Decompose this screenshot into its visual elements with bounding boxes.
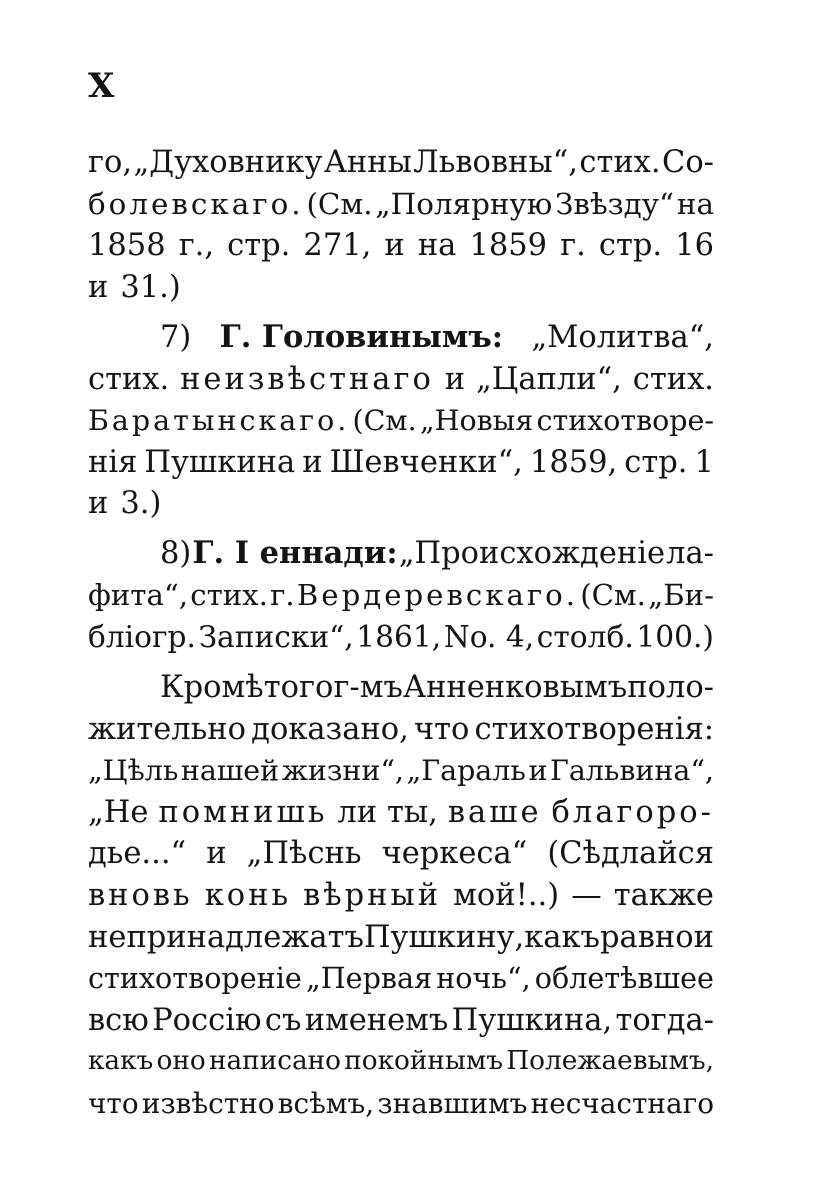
word: и (384, 228, 405, 264)
word: болевскаго. (88, 186, 304, 221)
text-line (88, 667, 714, 709)
word: Шевченки“, (329, 444, 523, 480)
word: написано (208, 1046, 341, 1077)
word: „Цѣль (88, 754, 179, 788)
word: фита“, (88, 577, 189, 612)
text-line (88, 875, 714, 917)
word: Со- (661, 145, 714, 180)
word: знавшимъ (377, 1086, 528, 1120)
text-line (88, 792, 714, 834)
word: стих. (88, 361, 170, 397)
word: дье...“ (88, 836, 187, 872)
word: всю (88, 1002, 149, 1038)
item-number: 8) (160, 536, 192, 571)
text-line (88, 750, 714, 792)
word: ночь“, (436, 961, 531, 996)
word: бліогр. (88, 619, 196, 655)
text-line (88, 1083, 714, 1125)
word: стихотворе- (536, 404, 714, 438)
text-line (88, 709, 714, 751)
word: г. (270, 577, 295, 612)
word: ты, (387, 794, 438, 830)
word: что (413, 711, 470, 747)
word: (См. (306, 186, 373, 221)
word: го, (88, 145, 133, 180)
word: покойнымъ (344, 1046, 504, 1077)
page-number: X (88, 66, 116, 106)
word: Львовны“, (413, 145, 578, 180)
word: „Духовнику (133, 145, 323, 180)
word: вѣрный (303, 877, 442, 913)
word: жительно (88, 711, 246, 747)
word: нашей (180, 754, 280, 788)
word: Пушкина (144, 444, 296, 480)
word: Кромѣ (160, 670, 264, 705)
word: Анненковымъ (402, 670, 628, 705)
word: стихотвореніе (88, 961, 302, 996)
word: „Новыя (419, 404, 534, 438)
word: Анны (323, 145, 412, 180)
word: какъ (524, 919, 600, 955)
word: 1861, (356, 619, 442, 655)
word: и (88, 486, 109, 522)
word: неизвѣстнаго (180, 361, 434, 397)
text-line (88, 142, 714, 184)
word: г. (560, 228, 586, 264)
word: Пушкину, (363, 919, 525, 955)
text-line (88, 917, 714, 959)
word: извѣстно (141, 1086, 275, 1120)
word: нія (88, 444, 138, 480)
word: 3.) (120, 486, 162, 522)
word: стр. (598, 228, 663, 264)
word: и (302, 444, 323, 480)
word: — (571, 877, 602, 913)
word: того (263, 670, 334, 705)
word: на (676, 186, 714, 221)
text-line (88, 483, 714, 525)
word: г-мъ (333, 670, 403, 705)
text-line (88, 225, 714, 267)
text-line (88, 267, 714, 309)
word: Баратынскаго. (88, 404, 350, 438)
text-line (88, 575, 714, 617)
word: конь (204, 877, 292, 913)
word: оно (156, 1046, 206, 1077)
word: стих. (190, 577, 268, 612)
word: Звѣзду“ (555, 186, 675, 221)
word: „Происхожденіе (398, 536, 665, 571)
word: съ (264, 1002, 302, 1038)
word: Вердеревскаго. (296, 577, 579, 612)
contributor-name: Г. I еннади: (192, 535, 398, 571)
contributor-name: Г. Головинымъ: (219, 319, 504, 355)
text-line (88, 184, 714, 226)
text-line (88, 359, 714, 401)
word: стих. (579, 145, 661, 180)
continuation-paragraph (88, 142, 714, 308)
text-line (88, 533, 714, 575)
word: также (613, 877, 714, 913)
word: облетѣвшее (534, 961, 714, 996)
item-8-paragraph (88, 533, 714, 658)
text-line (88, 958, 714, 1000)
word: (Сѣдлайся (547, 836, 714, 872)
word: равно (599, 919, 694, 955)
word: именемъ (304, 1002, 449, 1038)
word: и (444, 361, 466, 397)
word: 271, (303, 228, 372, 264)
closing-paragraph (88, 667, 714, 1125)
word: благоро- (551, 794, 714, 830)
word: Гальвина“, (549, 754, 714, 788)
word: г., (178, 228, 215, 264)
item-number: 7) (160, 320, 192, 355)
text-line (88, 442, 714, 484)
word: черкеса“ (381, 836, 528, 872)
word: 1859, (529, 444, 618, 480)
word: что (88, 1086, 139, 1120)
word: „Пѣснь (246, 836, 362, 872)
word: стр. (227, 228, 291, 264)
text-line (88, 1041, 714, 1083)
word: стихотворенія: (474, 711, 714, 747)
word: „Первая (305, 961, 433, 996)
word: и (206, 836, 227, 872)
word: 1859 (469, 228, 548, 264)
word: доказано, (251, 711, 409, 747)
word: Записки“, (198, 619, 354, 655)
word: Пушкина, (451, 1002, 613, 1038)
text-line (88, 833, 714, 875)
word: 16 (675, 228, 714, 264)
word: ла- (666, 536, 714, 571)
text-line (88, 616, 714, 658)
word: „Гараль (406, 754, 526, 788)
word: 100.) (636, 619, 714, 655)
word: на (417, 228, 457, 264)
word: всѣмъ, (277, 1086, 375, 1120)
word: столб. (536, 619, 634, 655)
word: „Не (88, 794, 149, 830)
word: Россію (152, 1002, 262, 1038)
word: принадлежатъ (126, 919, 364, 955)
word: (См. (580, 577, 646, 612)
word: вновь (88, 877, 193, 913)
word: тогда- (615, 1002, 714, 1038)
word: жизни“, (281, 754, 404, 788)
word: и (528, 754, 548, 788)
word: поло- (627, 670, 714, 705)
word: не (88, 919, 127, 955)
item-7-paragraph (88, 317, 714, 525)
word: стр. (624, 444, 688, 480)
word: 1 (694, 444, 714, 480)
word: помнишь (158, 794, 328, 830)
word: мой!..) (453, 877, 560, 913)
text-line (88, 317, 714, 359)
word: стих. (632, 361, 714, 397)
word: несчастнаго (530, 1086, 714, 1120)
word: „Полярную (375, 186, 553, 221)
word: „Би- (648, 577, 714, 612)
word: No. 4, (443, 619, 535, 655)
word: „Молитва“, (531, 320, 714, 355)
word: ли (337, 794, 378, 830)
word: какъ (88, 1046, 154, 1077)
word: и (88, 269, 109, 305)
word: и (693, 919, 714, 955)
word: „Цапли“, (475, 361, 622, 397)
word: ваше (447, 794, 542, 830)
word: 31.) (120, 269, 181, 305)
word: Полежаевымъ, (506, 1046, 714, 1077)
text-line (88, 1000, 714, 1042)
word: 1858 (88, 228, 166, 264)
word: (См. (352, 404, 417, 438)
text-line (88, 400, 714, 442)
